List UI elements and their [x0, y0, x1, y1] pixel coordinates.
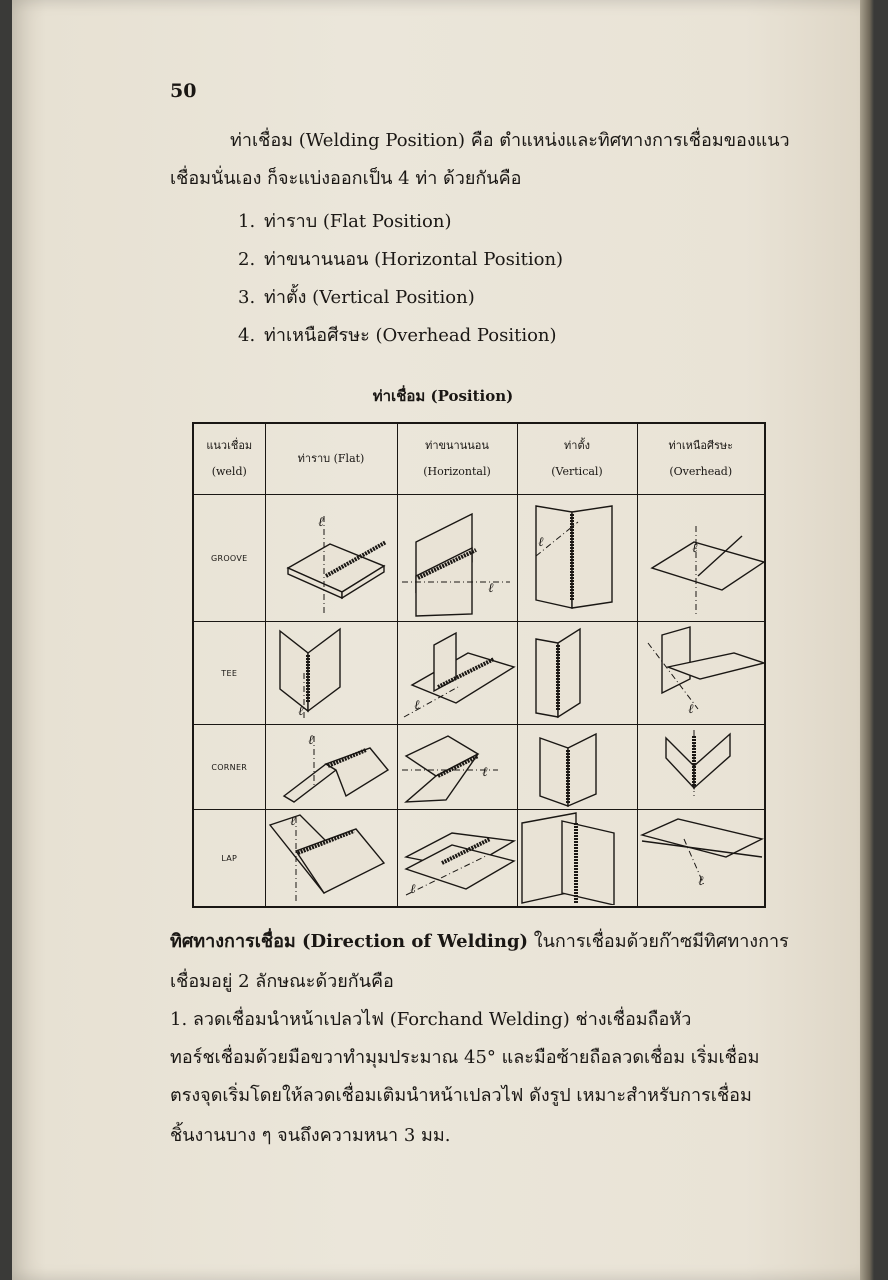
lap-flat-diagram [265, 810, 397, 908]
row-label-lap: LAP [193, 810, 265, 908]
intro-line-1: ท่าเชื่อม (Welding Position) คือ ตำแหน่งและทิศทางการเชื่อมของแนว [230, 130, 790, 151]
svg-text:ℓ: ℓ [297, 704, 303, 719]
corner-vertical-diagram [517, 725, 637, 810]
corner-overhead-diagram [637, 725, 765, 810]
svg-text:ℓ: ℓ [691, 541, 697, 556]
figure-title: ท่าเชื่อม (Position) [372, 387, 514, 405]
table-row-tee [193, 622, 765, 725]
tee-vertical-diagram [517, 622, 637, 725]
svg-text:ℓ: ℓ [317, 515, 323, 530]
table-row-lap [193, 810, 765, 908]
corner-horizontal-diagram [397, 725, 517, 810]
svg-text:ℓ: ℓ [687, 702, 693, 717]
header-overhead: ท่าเหนือศีรษะ (Overhead) [637, 423, 765, 495]
table-header-row [193, 423, 765, 495]
position-list-item: 1. ท่าราบ (Flat Position) [238, 211, 452, 232]
svg-text:ℓ: ℓ [697, 874, 703, 889]
book-page [12, 0, 874, 1280]
position-list-item: 2. ท่าขนานนอน (Horizontal Position) [238, 249, 564, 270]
position-list-item: 3. ท่าตั้ง (Vertical Position) [238, 287, 475, 308]
svg-text:ℓ: ℓ [481, 765, 487, 780]
svg-text:ℓ: ℓ [307, 733, 313, 748]
position-list-item: 4. ท่าเหนือศีรษะ (Overhead Position) [238, 325, 557, 346]
direction-body-line: ทอร์ชเชื่อมด้วยมือขวาทำมุมประมาณ 45° และมือซ้ายถือลวดเชื่อม เริ่มเชื่อม [170, 1047, 760, 1068]
direction-body-line: 1. ลวดเชื่อมนำหน้าเปลวไฟ (Forchand Welding) ช่างเชื่อมถือหัว [170, 1009, 692, 1030]
svg-text:ℓ: ℓ [289, 814, 295, 829]
direction-line-2: เชื่อมอยู่ 2 ลักษณะด้วยกันคือ [170, 971, 394, 992]
svg-text:ℓ: ℓ [487, 581, 493, 596]
direction-body-line: ตรงจุดเริ่มโดยให้ลวดเชื่อมเติมนำหน้าเปลวไฟ ดังรูป เหมาะสำหรับการเชื่อม [170, 1085, 752, 1106]
intro-line-2: เชื่อมนั่นเอง ก็จะแบ่งออกเป็น 4 ท่า ด้วยกันคือ [170, 168, 522, 189]
tee-overhead-diagram [637, 622, 765, 725]
groove-flat-diagram [265, 495, 397, 622]
lap-vertical-diagram [517, 810, 637, 908]
table-row-corner [193, 725, 765, 810]
lap-horizontal-diagram [397, 810, 517, 908]
corner-flat-diagram [265, 725, 397, 810]
direction-heading: ทิศทางการเชื่อม (Direction of Welding) [170, 931, 529, 952]
row-label-groove: GROOVE [193, 495, 265, 622]
svg-text:ℓ: ℓ [413, 698, 419, 713]
page-number: 50 [170, 80, 197, 102]
row-label-corner: CORNER [193, 725, 265, 810]
book-spine [860, 0, 874, 1280]
direction-body-line: ชิ้นงานบาง ๆ จนถึงความหนา 3 มม. [170, 1125, 451, 1146]
header-flat: ท่าราบ (Flat) [265, 423, 397, 495]
header-vertical: ท่าตั้ง (Vertical) [517, 423, 637, 495]
header-horizontal: ท่าขนานนอน (Horizontal) [397, 423, 517, 495]
svg-text:ℓ: ℓ [537, 535, 543, 550]
welding-position-table [192, 422, 766, 908]
row-label-tee: TEE [193, 622, 265, 725]
header-weld: แนวเชื่อม (weld) [193, 423, 265, 495]
svg-text:ℓ: ℓ [409, 882, 415, 897]
groove-vertical-diagram [517, 495, 637, 622]
direction-heading-line: ทิศทางการเชื่อม (Direction of Welding) ในการเชื่อมด้วยก๊าซมีทิศทางการ [170, 931, 789, 952]
groove-overhead-diagram [637, 495, 765, 622]
table-row-groove [193, 495, 765, 622]
lap-overhead-diagram [637, 810, 765, 908]
groove-horizontal-diagram [397, 495, 517, 622]
tee-horizontal-diagram [397, 622, 517, 725]
tee-flat-diagram [265, 622, 397, 725]
